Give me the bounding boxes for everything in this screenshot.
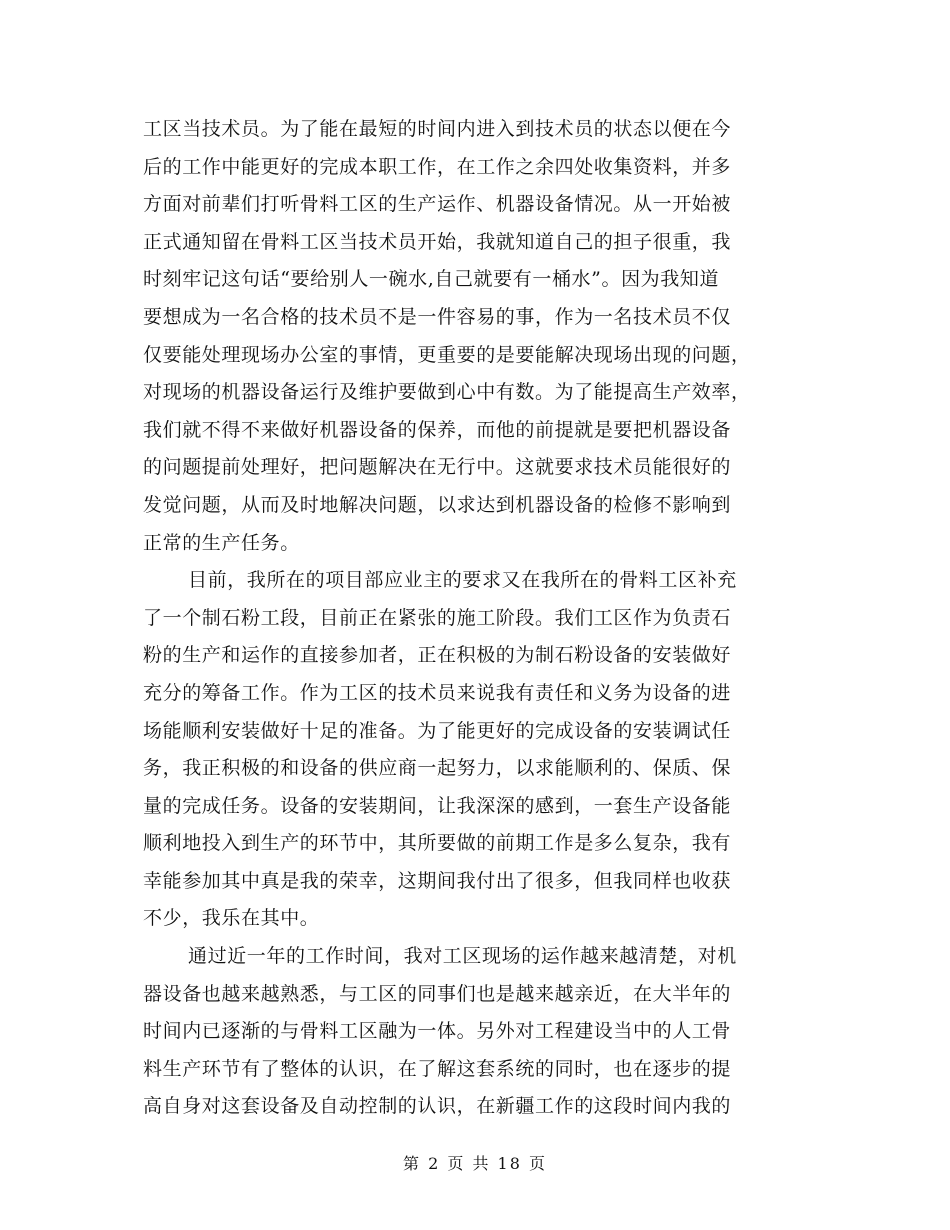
text-line: 工区当技术员。为了能在最短的时间内进入到技术员的状态以便在今 (143, 118, 732, 140)
text-line: 正常的生产任务。 (143, 531, 300, 554)
text-line: 高自身对这套设备及自动控制的认识，在新疆工作的这段时间内我的 (143, 1095, 732, 1118)
text-line: 时刻牢记这句话“要给别人一碗水,自己就要有一桶水”。因为我知道 (143, 268, 720, 291)
text-line: 的问题提前处理好，把问题解决在无行中。这就要求技术员能很好的 (143, 456, 732, 479)
text-line: 后的工作中能更好的完成本职工作，在工作之余四处收集资料，并多 (143, 155, 732, 178)
text-line: 器设备也越来越熟悉，与工区的同事们也是越来越亲近，在大半年的 (143, 982, 732, 1005)
text-line: 发觉问题，从而及时地解决问题，以求达到机器设备的检修不影响到 (143, 493, 732, 516)
text-line: 充分的筹备工作。作为工区的技术员来说我有责任和义务为设备的进 (143, 681, 732, 704)
page-footer: 第 2 页 共 18 页 (403, 1154, 547, 1173)
text-line: 对现场的机器设备运行及维护要做到心中有数。为了能提高生产效率， (143, 381, 751, 404)
text-line: 量的完成任务。设备的安装期间，让我深深的感到，一套生产设备能 (143, 794, 732, 817)
text-line: 我们就不得不来做好机器设备的保养，而他的前提就是要把机器设备 (143, 418, 732, 441)
text-line: 务，我正积极的和设备的供应商一起努力，以求能顺利的、保质、保 (143, 757, 732, 780)
text-line: 场能顺利安装做好十足的准备。为了能更好的完成设备的安装调试任 (143, 719, 732, 742)
text-line: 料生产环节有了整体的认识，在了解这套系统的同时，也在逐步的提 (143, 1057, 732, 1080)
text-line: 仅要能处理现场办公室的事情，更重要的是要能解决现场出现的问题， (143, 343, 751, 366)
text-line: 了一个制石粉工段，目前正在紧张的施工阶段。我们工区作为负责石 (143, 606, 732, 629)
text-line: 顺利地投入到生产的环节中，其所要做的前期工作是多么复杂，我有 (143, 832, 732, 855)
text-line: 幸能参加其中真是我的荣幸，这期间我付出了很多，但我同样也收获 (143, 869, 732, 892)
text-line: 不少，我乐在其中。 (143, 907, 320, 930)
text-line: 方面对前辈们打听骨料工区的生产运作、机器设备情况。从一开始被 (143, 193, 732, 216)
paragraph-start-line: 通过近一年的工作时间，我对工区现场的运作越来越清楚，对机 (188, 945, 737, 968)
text-line: 粉的生产和运作的直接参加者，正在积极的为制石粉设备的安装做好 (143, 644, 732, 667)
paragraph-start-line: 目前，我所在的项目部应业主的要求又在我所在的骨料工区补充 (188, 569, 737, 592)
text-line: 时间内已逐渐的与骨料工区融为一体。另外对工程建设当中的人工骨 (143, 1020, 732, 1043)
body-text (143, 111, 808, 1126)
text-line: 正式通知留在骨料工区当技术员开始，我就知道自己的担子很重，我 (143, 230, 732, 253)
text-line: 要想成为一名合格的技术员不是一件容易的事，作为一名技术员不仅 (143, 305, 732, 328)
